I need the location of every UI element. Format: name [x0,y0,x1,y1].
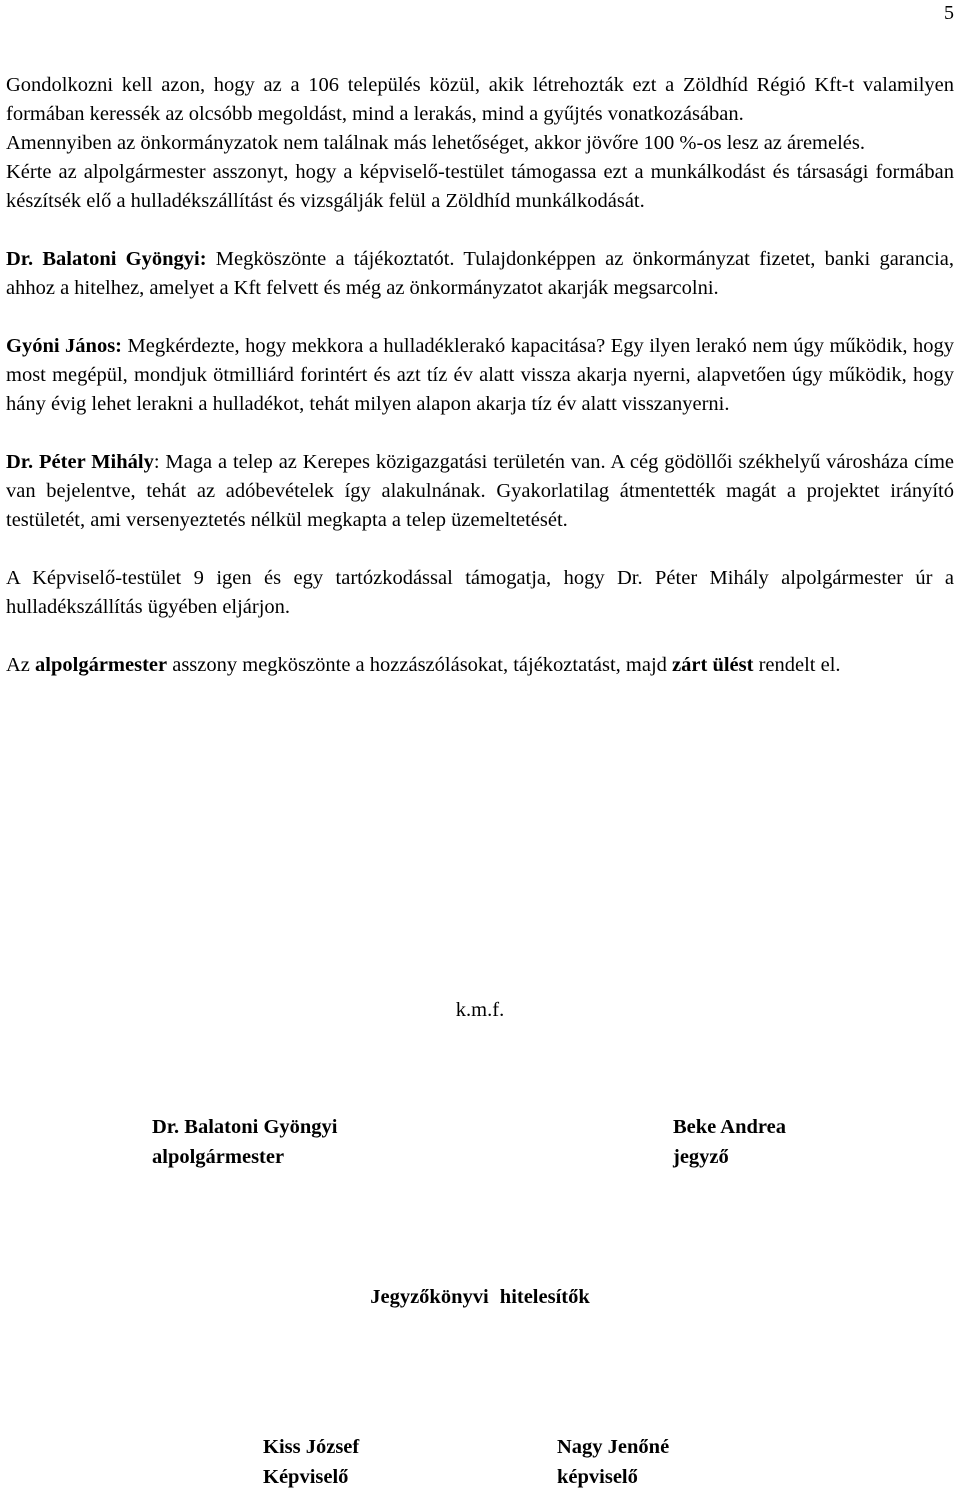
paragraph-1: Gondolkozni kell azon, hogy az a 106 település közül, akik létrehozták ezt a Zöldhíd Régió Kft-t valamilyen formában keressék az olcsóbb megoldást, mind a lerakás, mind a gyűjtés vonatkozásában. [6,74,954,125]
closing-text: Az [6,654,36,676]
paragraph-balatoni [6,245,954,303]
speech-text: Megkérdezte, hogy mekkora a hulladéklerakó kapacitása? Egy ilyen lerakó nem úgy működik, hogy most megépül, mondjuk ötmilliárd forintért és azt tíz év alatt vissza akarja nyerni, alapvetően úgy működik, hogy hány évig lehet lerakni a hulladékot, tehát milyen alapon akarja tíz év alatt visszanyerni. [6,335,954,415]
paragraph-gyoni [6,332,954,419]
paragraph-peter [6,448,954,535]
certifiers-title: Jegyzőkönyvi hitelesítők [370,1286,590,1308]
closing-emphasis: zárt ülést [672,654,754,676]
signer-role: Képviselő [263,1466,349,1488]
signature-block-jegyzo [673,1112,786,1172]
speech-text: Megköszönte a tájékoztatót. Tulajdonképpen az önkormányzat fizetet, banki garancia, ahhoz a hitelhez, amelyet a Kft felvett és még az önkormányzatot akarják megsarcolni. [6,248,954,299]
closing-text: rendelt el. [753,654,841,676]
paragraph-2: Amennyiben az önkormányzatok nem találnak más lehetőséget, akkor jövőre 100 %-os lesz az áremelés. [6,132,865,154]
page-number: 5 [944,2,954,24]
signature-block-alpolgarmester [152,1112,337,1172]
closing-emphasis: alpolgármester [35,654,168,676]
signer-name: Dr. Balatoni Gyöngyi [152,1116,338,1138]
speaker-name: Dr. Balatoni Gyöngyi: [6,248,207,270]
speech-text: : Maga a telep az Kerepes közigazgatási területén van. A cég gödöllői székhelyű városháza címe van bejelentve, tehát az adóbevételek így alakulnának. Gyakorlatilag átmentették magát a projektet irányító testületét, ami versenyeztetés nélkül megkapta a telep üzemeltetését. [6,451,954,531]
signature-block-kiss [263,1432,359,1492]
signer-name: Kiss József [263,1436,360,1458]
signer-name: Beke Andrea [673,1116,786,1138]
paragraph-closing [6,651,954,680]
signer-role: alpolgármester [152,1146,285,1168]
signer-name: Nagy Jenőné [557,1436,670,1458]
signature-block-nagy [557,1432,669,1492]
signer-role: képviselő [557,1466,638,1488]
document-body [6,71,954,680]
paragraph-3: Kérte az alpolgármester asszonyt, hogy a képviselő-testület támogassa ezt a munkálkodást és társasági formában készítsék elő a hulladékszállítást és vizsgálják felül a Zöldhíd munkálkodását. [6,161,954,212]
signer-role: jegyző [673,1146,729,1168]
paragraph-resolution: A Képviselő-testület 9 igen és egy tartózkodással támogatja, hogy Dr. Péter Mihály alpolgármester úr a hulladékszállítás ügyében eljárjon. [6,567,954,618]
closing-text: asszony megköszönte a hozzászólásokat, tájékoztatást, majd [167,654,673,676]
kmf-label: k.m.f. [455,999,505,1021]
speaker-name: Dr. Péter Mihály [6,451,154,473]
speaker-name: Gyóni János: [6,335,122,357]
